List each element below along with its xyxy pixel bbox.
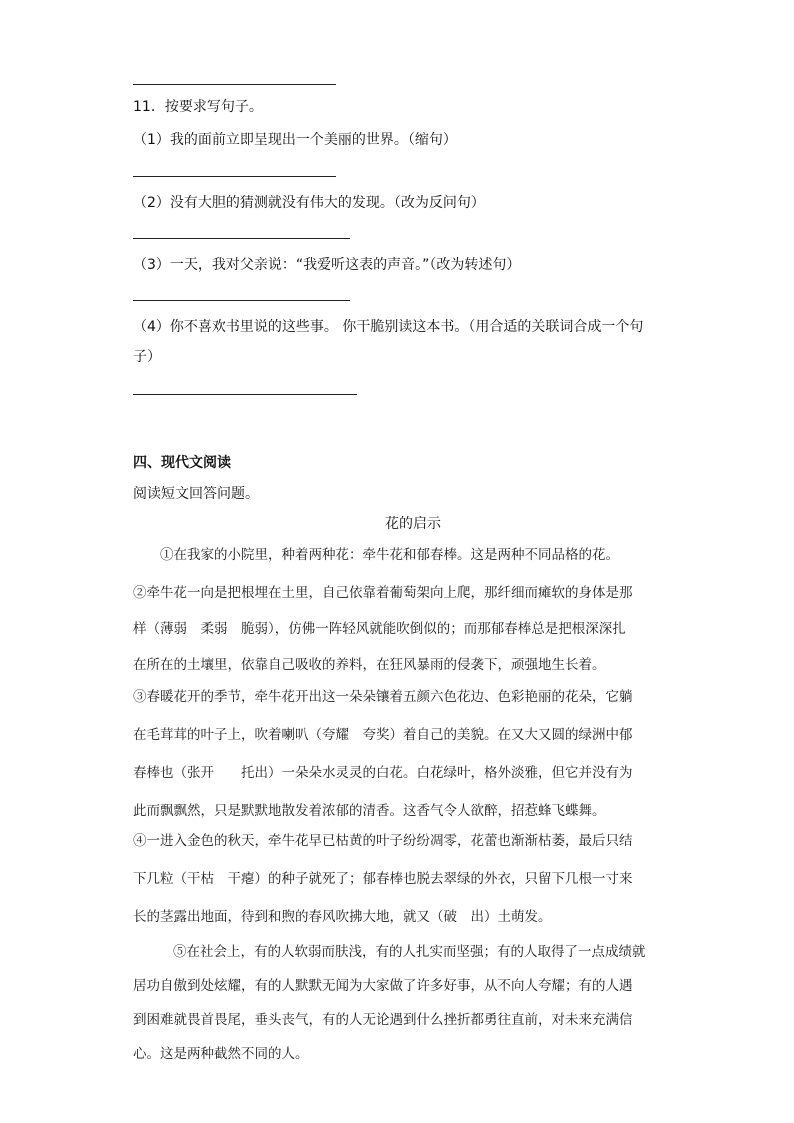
question-11-item-4-cont: 子） (133, 349, 161, 365)
passage-line: 长的茎露出地面，待到和煦的春风吹拂大地，就又（破 出）土萌发。 (133, 909, 552, 925)
passage-line: 下几粒（干枯 干瘪）的种子就死了；郁春棒也脱去翠绿的外衣，只留下几根一寸来 (133, 871, 633, 887)
passage-line: ②牵牛花一向是把根埋在土里，自己依靠着葡萄架向上爬，那纤细而瘫软的身体是那 (133, 585, 633, 601)
question-11-item-1: （1）我的面前立即呈现出一个美丽的世界。（缩句） (133, 132, 457, 148)
passage-line: 此而飘飘然，只是默默地散发着浓郁的清香。这香气令人欲醉，招惹蜂飞蝶舞。 (133, 803, 606, 819)
passage-title: 花的启示 (385, 516, 441, 532)
passage-paragraph-2 (133, 575, 655, 683)
passage-paragraph-5 (133, 935, 655, 1071)
passage-paragraph-4 (133, 822, 655, 936)
question-11-item-4: （4）你不喜欢书里说的这些事。 你干脆别读这本书。（用合适的关联词合成一个句 (133, 319, 644, 335)
answer-line-q10[interactable] (133, 84, 336, 85)
passage-line: ⑤在社会上，有的人软弱而肤浅，有的人扎实而坚强；有的人取得了一点成绩就 (173, 944, 646, 960)
answer-line-item-4[interactable] (133, 394, 357, 395)
question-11-item-2: （2）没有大胆的猜测就没有伟大的发现。（改为反问句） (133, 195, 485, 211)
answer-line-item-1[interactable] (133, 176, 336, 177)
passage-paragraph-3 (133, 678, 655, 830)
passage-paragraph-1 (133, 545, 655, 565)
passage-line: 心。这是两种截然不同的人。 (133, 1046, 309, 1062)
answer-line-item-2[interactable] (133, 238, 350, 239)
passage-line: 在所在的土壤里，依靠自己吸收的养料，在狂风暴雨的侵袭下，顽强地生长着。 (133, 657, 606, 673)
reading-instruction: 阅读短文回答问题。 (133, 486, 259, 502)
passage-line: 样（薄弱 柔弱 脆弱），仿佛一阵轻风就能吹倒似的；而那郁春棒总是把根深深扎 (133, 621, 626, 637)
passage-line: 在毛茸茸的叶子上，吹着喇叭（夸耀 夸奖）着自己的美貌。在又大又圆的绿洲中郁 (133, 727, 633, 743)
passage-line: 到困难就畏首畏尾，垂头丧气，有的人无论遇到什么挫折都勇往直前，对未来充满信 (133, 1012, 633, 1028)
section-4-title: 四、现代文阅读 (133, 455, 231, 471)
passage-line: ①在我家的小院里，种着两种花：牵牛花和郁春棒。这是两种不同品格的花。 (160, 547, 619, 563)
passage-line: ③春暖花开的季节，牵牛花开出这一朵朵镶着五颜六色花边、色彩艳丽的花朵，它躺 (133, 689, 633, 705)
passage-line: ④一进入金色的秋天，牵牛花早已枯黄的叶子纷纷凋零，花蕾也渐渐枯萎，最后只结 (133, 833, 633, 849)
question-11-title: 11．按要求写句子。 (133, 99, 263, 115)
question-11-item-3: （3）一天，我对父亲说：“我爱听这表的声音。”（改为转述句） (133, 257, 521, 273)
answer-line-item-3[interactable] (133, 300, 350, 301)
passage-line: 春棒也（张开 托出）一朵朵水灵灵的白花。白花绿叶，格外淡雅，但它并没有为 (133, 765, 633, 781)
passage-line: 居功自傲到处炫耀，有的人默默无闻为大家做了许多好事，从不向人夸耀；有的人遇 (133, 978, 633, 994)
